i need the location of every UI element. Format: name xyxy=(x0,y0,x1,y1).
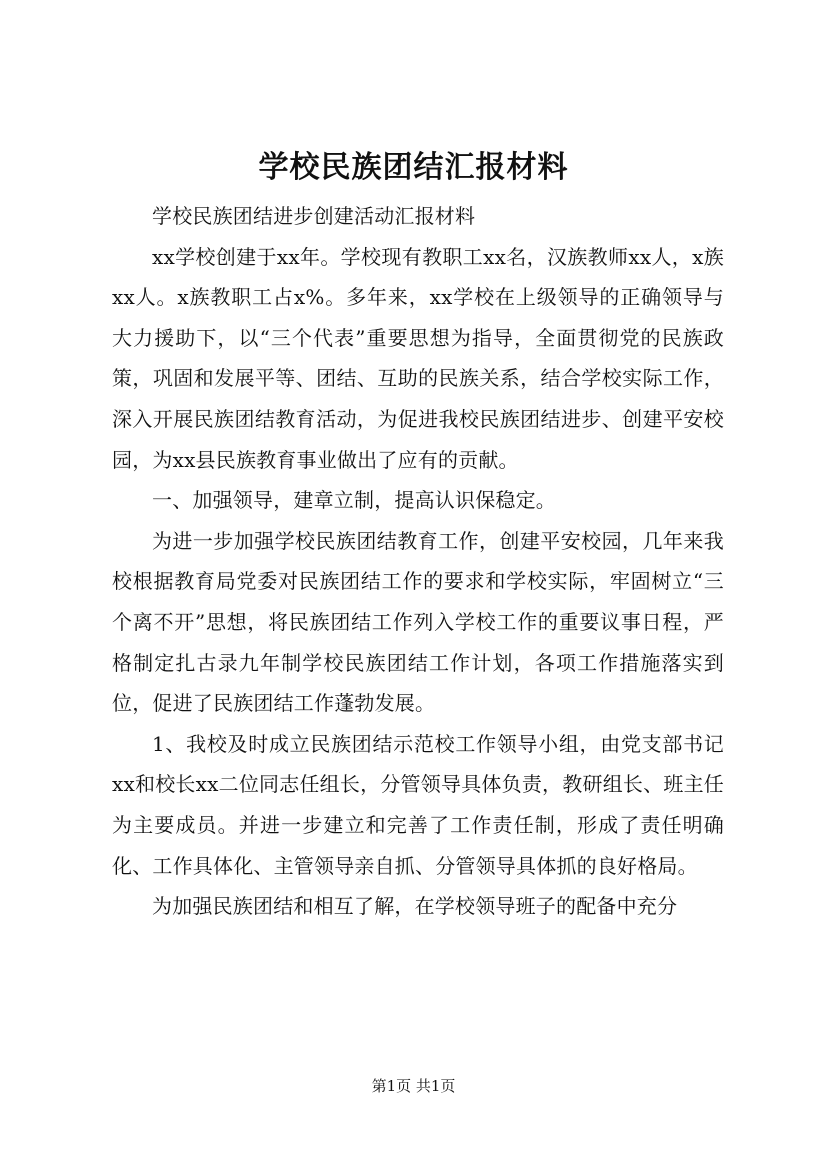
document-body xyxy=(112,196,724,927)
subtitle-paragraph: 学校民族团结进步创建活动汇报材料 xyxy=(152,204,476,228)
intro-paragraph: xx学校创建于xx年。学校现有教职工xx名，汉族教师xx人，x族xx人。x族教职工占x%。多年来，xx学校在上级领导的正确领导与大力援助下，以“三个代表”重要思想为指导，全面贯彻党的民族政策，巩固和发展平等、团结、互助的民族关系，结合学校实际工作，深入开展民族团结教育活动，为促进我校民族团结进步、创建平安校园，为xx县民族教育事业做出了应有的贡献。 xyxy=(112,244,724,472)
document-title: 学校民族团结汇报材料 xyxy=(258,150,569,185)
body-paragraph: 1、我校及时成立民族团结示范校工作领导小组，由党支部书记xx和校长xx二位同志任组长，分管领导具体负责，教研组长、班主任为主要成员。并进一步建立和完善了工作责任制，形成了责任明确化、工作具体化、主管领导亲自抓、分管领导具体抓的良好格局。 xyxy=(112,731,724,878)
section-heading: 一、加强领导，建章立制，提高认识保稳定。 xyxy=(152,488,556,513)
body-paragraph: 为进一步加强学校民族团结教育工作，创建平安校园，几年来我校根据教育局党委对民族团结工作的要求和学校实际，牢固树立“三个离不开”思想，将民族团结工作列入学校工作的重要议事日程，严格制定扎古录九年制学校民族团结工作计划，各项工作措施落实到位，促进了民族团结工作蓬勃发展。 xyxy=(112,528,724,716)
page-footer: 第1页 共1页 xyxy=(371,1077,456,1095)
body-paragraph: 为加强民族团结和相互了解，在学校领导班子的配备中充分 xyxy=(152,894,678,919)
